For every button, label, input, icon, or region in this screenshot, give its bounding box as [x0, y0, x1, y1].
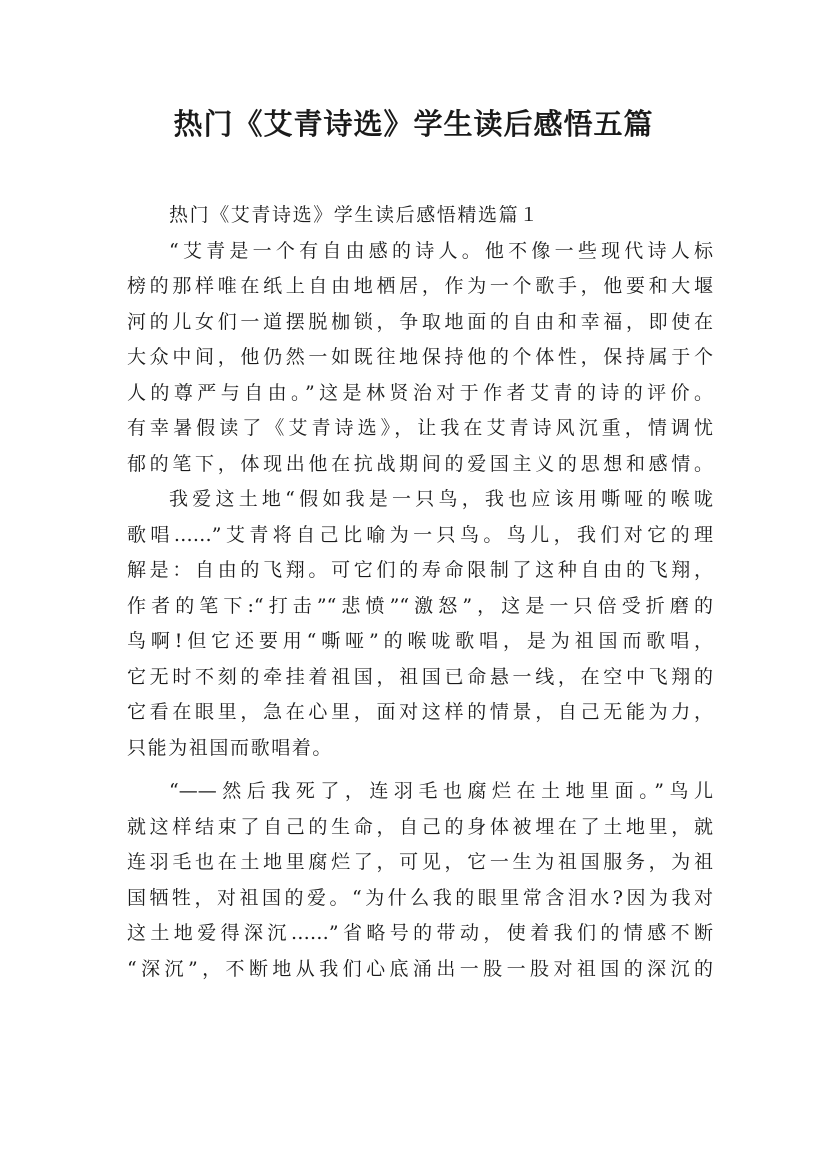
text-line: 它无时不刻的牵挂着祖国，祖国已命悬一线，在空中飞翔的 [127, 665, 713, 688]
text-line: 连羽毛也在土地里腐烂了，可见，它一生为祖国服务，为祖 [127, 851, 713, 873]
paragraph-gap [127, 766, 713, 774]
text-line: 热门《艾青诗选》学生读后感悟精选篇１ [169, 204, 540, 226]
text-line: 它看在眼里，急在心里，面对这样的情景，自己无能为力， [127, 701, 713, 723]
text-line: 只能为祖国而歌唱着。 [127, 736, 334, 759]
text-line: 河的儿女们一道摆脱枷锁，争取地面的自由和幸福，即使在 [127, 310, 713, 333]
text-line: “深沉”，不断地从我们心底涌出一股一股对祖国的深沉的 [127, 957, 713, 980]
text-line: “艾青是一个有自由感的诗人。他不像一些现代诗人标 [169, 239, 713, 262]
text-line: 这土地爱得深沉……”省略号的带动，使着我们的情感不断 [127, 922, 713, 944]
document-title: 热门《艾青诗选》学生读后感悟五篇 [173, 107, 654, 141]
text-line: 榜的那样唯在纸上自由地栖居，作为一个歌手，他要和大堰 [127, 275, 713, 297]
text-line: “——然后我死了，连羽毛也腐烂在土地里面。”鸟儿 [169, 780, 713, 802]
text-line: 大众中间，他仍然一如既往地保持他的个体性，保持属于个 [127, 346, 713, 368]
text-line: 郁的笔下，体现出他在抗战期间的爱国主义的思想和感情。 [127, 452, 713, 475]
text-line: 国牺牲，对祖国的爱。“为什么我的眼里常含泪水?因为我对 [127, 886, 713, 909]
text-line: 人的尊严与自由。”这是林贤治对于作者艾青的诗的评价。 [127, 381, 713, 404]
text-line: 就这样结束了自己的生命，自己的身体被埋在了土地里，就 [127, 815, 713, 838]
text-line: 歌唱……”艾青将自己比喻为一只鸟。鸟儿，我们对它的理 [127, 523, 713, 546]
text-line: 鸟啊!但它还要用“嘶哑”的喉咙歌唱，是为祖国而歌唱， [127, 630, 713, 652]
document-body [127, 198, 713, 987]
text-line: 我爱这土地“假如我是一只鸟，我也应该用嘶哑的喉咙 [169, 488, 713, 510]
text-line: 作者的笔下:“打击”“悲愤”“激怒”，这是一只倍受折磨的 [127, 594, 713, 617]
text-line: 解是：自由的飞翔。可它们的寿命限制了这种自由的飞翔， [127, 559, 713, 581]
text-line: 有幸暑假读了《艾青诗选》，让我在艾青诗风沉重，情调忧 [127, 417, 713, 439]
